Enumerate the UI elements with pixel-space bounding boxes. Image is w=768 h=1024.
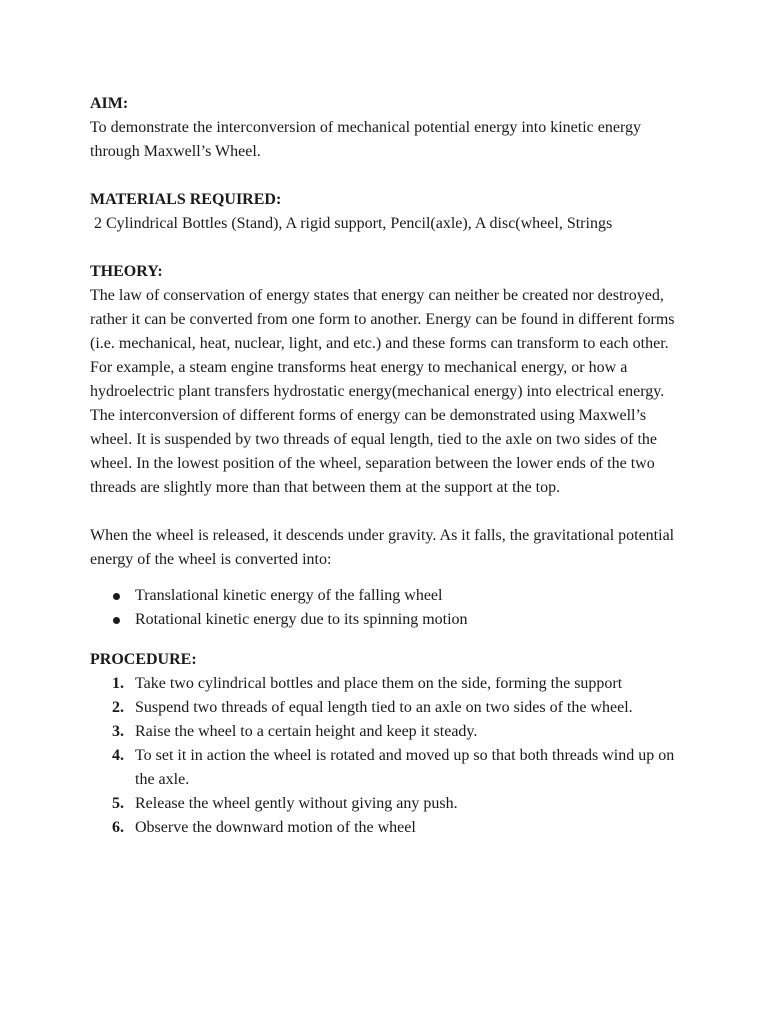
procedure-steps [90, 672, 690, 840]
step-text: Raise the wheel to a certain height and keep it steady. [135, 723, 478, 740]
step-number: 4. [112, 747, 124, 764]
document-body [90, 92, 690, 840]
procedure-step [90, 720, 690, 744]
procedure-heading: PROCEDURE: [90, 651, 197, 668]
aim-text: To demonstrate the interconversion of mechanical potential energy into kinetic energy through Maxwell’s Wheel. [90, 119, 641, 160]
step-number: 3. [112, 723, 124, 740]
energy-forms-list [90, 584, 690, 632]
spacer [90, 236, 690, 260]
theory-heading: THEORY: [90, 263, 163, 280]
procedure-section [90, 648, 690, 840]
materials-text: 2 Cylindrical Bottles (Stand), A rigid support, Pencil(axle), A disc(wheel, Strings [94, 215, 613, 232]
step-number: 2. [112, 699, 124, 716]
step-text: Release the wheel gently without giving any push. [135, 795, 458, 812]
bullet-icon [113, 593, 120, 600]
step-text: Observe the downward motion of the wheel [135, 819, 416, 836]
list-item [90, 584, 690, 608]
procedure-step [90, 792, 690, 816]
materials-section [90, 188, 690, 236]
procedure-step [90, 816, 690, 840]
procedure-step [90, 696, 690, 720]
theory-paragraph-2: When the wheel is released, it descends under gravity. As it falls, the gravitational potential energy of the wheel is converted into: [90, 527, 675, 568]
list-item-text: Translational kinetic energy of the falling wheel [135, 587, 443, 604]
procedure-step [90, 744, 690, 792]
step-number: 1. [112, 675, 124, 692]
aim-heading: AIM: [90, 95, 129, 112]
materials-heading: MATERIALS REQUIRED: [90, 191, 282, 208]
theory-section [90, 260, 690, 632]
step-text: To set it in action the wheel is rotated and moved up so that both threads wind up on the axle. [135, 747, 675, 788]
procedure-step [90, 672, 690, 696]
aim-section [90, 92, 690, 164]
step-text: Take two cylindrical bottles and place them on the side, forming the support [135, 675, 623, 692]
list-item-text: Rotational kinetic energy due to its spinning motion [135, 611, 468, 628]
step-text: Suspend two threads of equal length tied to an axle on two sides of the wheel. [135, 699, 633, 716]
bullet-icon [113, 617, 120, 624]
theory-paragraph-1: The law of conservation of energy states that energy can neither be created nor destroyed, rather it can be converted from one form to another. Energy can be found in different forms (i.e. mechanical, heat, nuclear, light, and etc.) and these forms can transform to each other. For example, a steam engine transforms heat energy to mechanical energy, or how a hydroelectric plant transfers hydrostatic energy(mechanical energy) into electrical energy. The interconversion of different forms of energy can be demonstrated using Maxwell’s wheel. It is suspended by two threads of equal length, tied to the axle on two sides of the wheel. In the lowest position of the wheel, separation between the lower ends of the two threads are slightly more than that between them at the support at the top. [90, 287, 675, 496]
step-number: 6. [112, 819, 124, 836]
spacer [90, 164, 690, 188]
step-number: 5. [112, 795, 124, 812]
list-item [90, 608, 690, 632]
